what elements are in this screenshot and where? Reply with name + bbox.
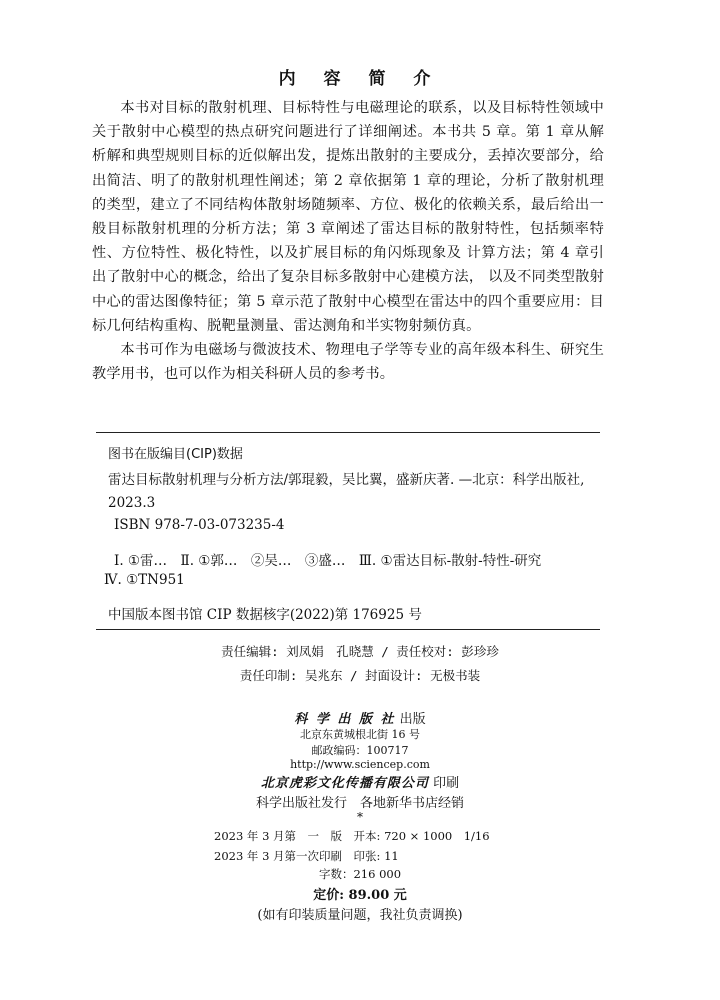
printing-line: 2023 年 3 月第一次印刷 印张: 11 — [214, 849, 399, 863]
separator-star: * — [357, 810, 363, 824]
summary-text — [92, 96, 604, 386]
cip-heading: 图书在版编目(CIP)数据 — [108, 447, 243, 462]
summary-paragraph: 本书对目标的散射机理、目标特性与电磁理论的联系，以及目标特性领域中关于散射中心模型的热点研究问题进行了详细阐述。本书共 5 章。第 1 章从解析解和典型规则目标的近似解出发，提炼出散射的主要成分，丢掉次要部分，给出简洁、明了的散射机理性阐述；第 2 章依据第 1 章的理论，分析了散射机理的类型，建立了不同结构体散射场随频率、方位、极化的依赖关系，最后给出一般目标散射机理的分析方法；第 3 章阐述了雷达目标的散射特性，包括频率特性、方位特性、极化特性，以及扩展目标的角闪烁现象及 计算方法；第 4 章引出了散射中心的概念，给出了复杂目标多散射中心建模方法， 以及不同类型散射中心的雷达图像特征；第 5 章示范了散射中心模型在雷达中的四个重要应用：目标几何结构重构、脱靶量测量、雷达测角和半实物射频仿真。 — [92, 100, 604, 334]
production-credits: 责任印制: 吴兆东 / 封面设计: 无极书装 — [239, 668, 481, 683]
printer-line — [0, 772, 720, 791]
publisher-line — [0, 708, 720, 727]
word-count: 字数：216 000 — [318, 867, 402, 881]
price: 定价: 89.00 元 — [313, 888, 407, 903]
quality-note: (如有印装质量问题，我社负责调换) — [257, 908, 463, 923]
publisher-postcode: 邮政编码：100717 — [311, 744, 409, 757]
publisher-website: http://www.sciencep.com — [290, 758, 430, 771]
publisher-role: 出版 — [399, 712, 426, 727]
distribution-line: 科学出版社发行 各地新华书店经销 — [255, 796, 464, 811]
editor-credits: 责任编辑: 刘凤娟 孔晓慧 / 责任校对: 彭珍珍 — [221, 644, 499, 659]
printer-role: 印刷 — [433, 776, 460, 791]
cip-isbn: ISBN 978-7-03-073235-4 — [114, 517, 285, 533]
cip-data-box — [96, 432, 600, 630]
publisher-address: 北京东黄城根北街 16 号 — [300, 728, 420, 741]
cip-classification-number: Ⅳ. ①TN951 — [104, 572, 185, 588]
summary-paragraph: 本书可作为电磁场与微波技术、物理电子学等专业的高年级本科生、研究生教学用书，也可以作为相关科研人员的参考书。 — [92, 342, 604, 383]
page-title: 内 容 简 介 — [278, 69, 442, 89]
cip-classification: Ⅰ. ①雷… Ⅱ. ①郭… ②吴… ③盛… Ⅲ. ①雷达目标-散射-特性-研究 — [114, 553, 542, 569]
cip-entry: 雷达目标散射机理与分析方法/郭琨毅，吴比翼，盛新庆著. —北京：科学出版社, 2023.3 — [108, 472, 585, 511]
cip-record-number: 中国版本图书馆 CIP 数据核字(2022)第 176925 号 — [108, 607, 422, 623]
printer-name: 北京虎彩文化传播有限公司 — [260, 776, 429, 791]
edition-line: 2023 年 3 月第 一 版 开本: 720 × 1000 1/16 — [214, 829, 490, 843]
publisher-name: 科 学 出 版 社 — [294, 712, 396, 727]
